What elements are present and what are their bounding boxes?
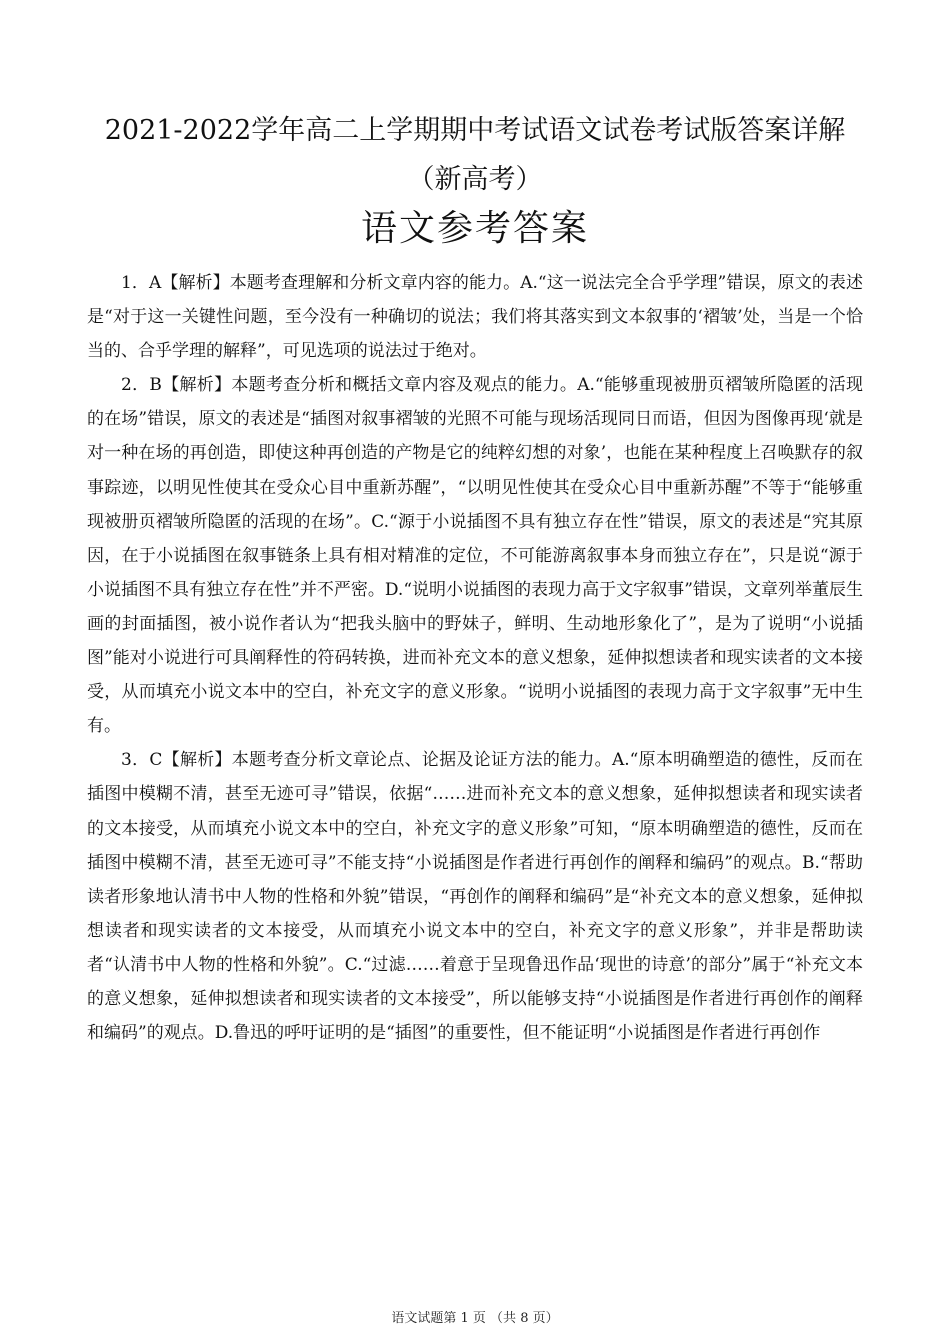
page-footer: 语文试题第 1 页 （共 8 页）: [391, 1311, 559, 1326]
answer-paragraph-1: 1．A【解析】本题考查理解和分析文章内容的能力。A.“这一说法完全合乎学理”错误，原文的表述是“对于这一关键性问题，至今没有一种确切的说法；我们将其落实到文本叙事的‘褶皱’处，当是一个恰当的、合乎学理的解释”，可见选项的说法过于绝对。: [87, 273, 863, 362]
document-title-line2: （新高考）: [407, 164, 543, 195]
answer-paragraph-3: 3．C【解析】本题考查分析文章论点、论据及论证方法的能力。A.“原本明确塑造的德性，反而在插图中模糊不清，甚至无迹可寻”错误，依据“……进而补充文本的意义想象，延伸拟想读者和现实读者的文本接受，从而填充小说文本中的空白，补充文字的意义形象”可知，“原本明确塑造的德性，反而在插图中模糊不清，甚至无迹可寻”不能支持“小说插图是作者进行再创作的阐释和编码”的观点。B.“帮助读者形象地认清书中人物的性格和外貌”错误，“再创作的阐释和编码”是“补充文本的意义想象，延伸拟想读者和现实读者的文本接受，从而填充小说文本中的空白，补充文字的意义形象”，并非是帮助读者“认清书中人物的性格和外貌”。C.“过滤……着意于呈现鲁迅作品‘现世的诗意’的部分”属于“补充文本的意义想象，延伸拟想读者和现实读者的文本接受”，所以能够支持“小说插图是作者进行再创作的阐释和编码”的观点。D.鲁迅的呼吁证明的是“插图”的重要性，但不能证明“小说插图是作者进行再创作: [87, 750, 863, 1044]
answer-paragraph-2: 2．B【解析】本题考查分析和概括文章内容及观点的能力。A.“能够重现被册页褶皱所隐匿的活现的在场”错误，原文的表述是“插图对叙事褶皱的光照不可能与现场活现同日而语，但因为图像再现‘就是对一种在场的再创造，即使这种再创造的产物是它的纯粹幻想的对象’，也能在某种程度上召唤默存的叙事踪迹，以明见性使其在受众心目中重新苏醒”，“以明见性使其在受众心目中重新苏醒”不等于“能够重现被册页褶皱所隐匿的活现的在场”。C.“源于小说插图不具有独立存在性”错误，原文的表述是“究其原因，在于小说插图在叙事链条上具有相对精准的定位，不可能游离叙事本身而独立存在”，只是说“源于小说插图不具有独立存在性”并不严密。D.“说明小说插图的表现力高于文字叙事”错误，文章列举董辰生画的封面插图，被小说作者认为“把我头脑中的野妹子，鲜明、生动地形象化了”，是为了说明“小说插图”能对小说进行可具阐释性的符码转换，进而补充文本的意义想象，延伸拟想读者和现实读者的文本接受，从而填充小说文本中的空白，补充文字的意义形象。“说明小说插图的表现力高于文字叙事”无中生有。: [87, 375, 863, 737]
document-title-line1: 2021-2022学年高二上学期期中考试语文试卷考试版答案详解: [104, 115, 846, 146]
answer-body: [87, 266, 863, 1050]
document-subtitle: 语文参考答案: [360, 208, 589, 249]
